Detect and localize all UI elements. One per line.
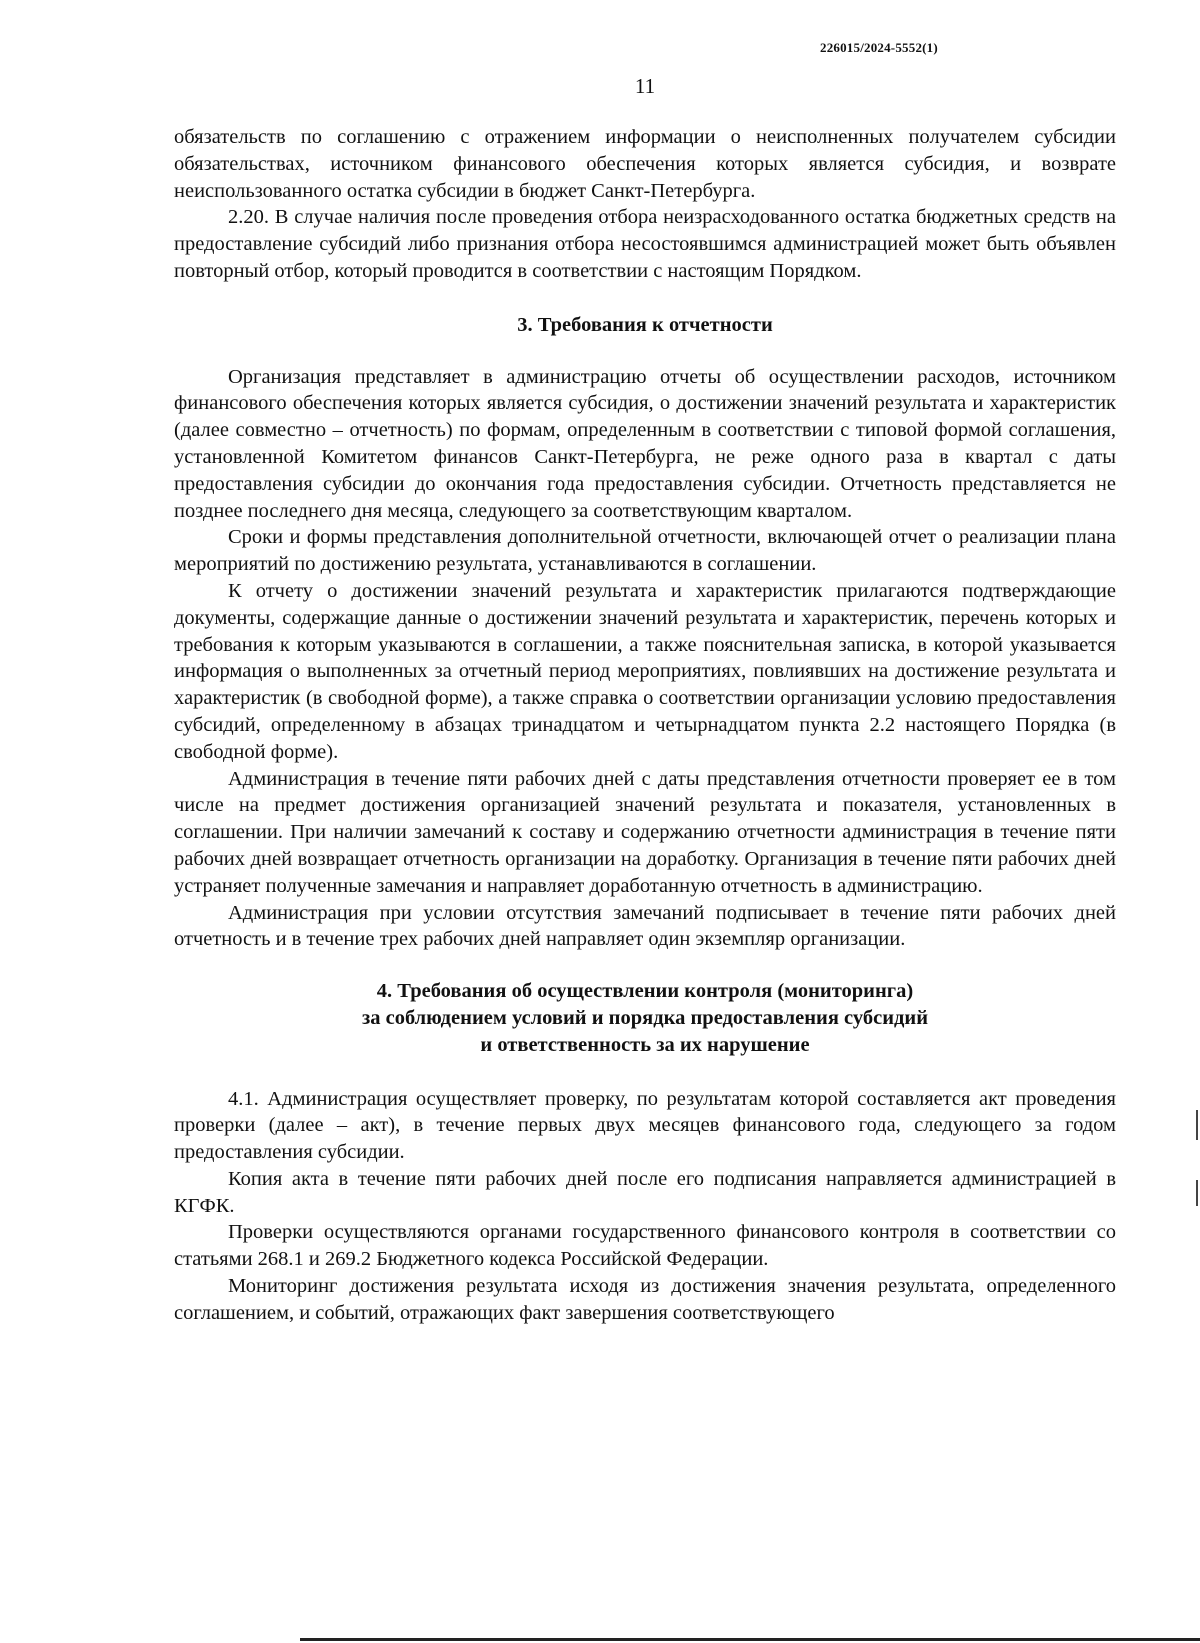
scan-edge-mark xyxy=(1196,1110,1198,1140)
section-3-paragraph-5: Администрация при условии отсутствия замечаний подписывает в течение пяти рабочих дней отчетность и в течение трех рабочих дней направляет один экземпляр организации. xyxy=(174,901,1116,951)
section-4-heading-line-3: и ответственность за их нарушение xyxy=(480,1033,810,1056)
section-4-heading-line-2: за соблюдением условий и порядка предоставления субсидий xyxy=(361,1006,929,1029)
paragraph-2-20: 2.20. В случае наличия после проведения отбора неизрасходованного остатка бюджетных средств на предоставление субсидий либо признания отбора несостоявшимся администрацией может быть объявлен повторный отбор, который проводится в соответствии с настоящим Порядком. xyxy=(174,206,1116,282)
page-number: 11 xyxy=(634,74,656,98)
section-3-paragraph-1: Организация представляет в администрацию отчеты об осуществлении расходов, источником финансового обеспечения которых является субсидия, о достижении значений результата и характеристик (далее совместно – отчетность) по формам, определенным в соответствии с типовой формой соглашения, установленной Комитетом финансов Санкт-Петербурга, не реже одного раза в квартал с даты предоставления субсидии до окончания года предоставления субсидии. Отчетность представляется не позднее последнего дня месяца, следующего за соответствующим кварталом. xyxy=(174,365,1116,522)
section-4-paragraph-2: Копия акта в течение пяти рабочих дней после его подписания направляется администрацией в КГФК. xyxy=(174,1167,1116,1217)
section-4-heading xyxy=(174,978,1116,1058)
section-4-heading-line-1: 4. Требования об осуществлении контроля (мониторинга) xyxy=(376,980,914,1003)
section-4-paragraph-1: 4.1. Администрация осуществляет проверку, по результатам которой составляется акт проведения проверки (далее – акт), в течение первых двух месяцев финансового года, следующего за годом предоставления субсидии. xyxy=(174,1087,1116,1164)
section-4-paragraph-3: Проверки осуществляются органами государственного финансового контроля в соответствии со статьями 268.1 и 269.2 Бюджетного кодекса Российской Федерации. xyxy=(174,1221,1116,1271)
section-3-paragraph-2: Сроки и формы представления дополнительной отчетности, включающей отчет о реализации плана мероприятий по достижению результата, устанавливаются в соглашении. xyxy=(174,526,1116,576)
section-3-heading: 3. Требования к отчетности xyxy=(517,313,773,336)
document-body xyxy=(174,124,1116,1327)
scan-bottom-edge xyxy=(300,1638,1200,1641)
section-4-paragraph-4: Мониторинг достижения результата исходя из достижения значения результата, определенного соглашением, и событий, отражающих факт завершения соответствующего xyxy=(174,1275,1116,1324)
paragraph-continuation: обязательств по соглашению с отражением информации о неисполненных получателем субсидии обязательствах, источником финансового обеспечения которых является субсидия, и возврате неиспользованного остатка субсидии в бюджет Санкт-Петербурга. xyxy=(174,126,1116,202)
section-3-paragraph-3: К отчету о достижении значений результата и характеристик прилагаются подтверждающие документы, содержащие данные о достижении значений результата и характеристик, перечень которых и требования к которым указываются в соглашении, а также пояснительная записка, в которой указывается информация о выполненных за отчетный период мероприятиях, повлиявших на достижение результата и характеристик (в свободной форме), а также справка о соответствии организации условию предоставления субсидий, определенному в абзацах тринадцатом и четырнадцатом пункта 2.2 настоящего Порядка (в свободной форме). xyxy=(174,579,1116,763)
document-id: 226015/2024-5552(1) xyxy=(820,40,938,55)
section-3-paragraph-4: Администрация в течение пяти рабочих дней с даты представления отчетности проверяет ее в том числе на предмет достижения организацией значений результата и показателя, установленных в соглашении. При наличии замечаний к составу и содержанию отчетности администрация в течение пяти рабочих дней возвращает отчетность организации на доработку. Организация в течение пяти рабочих дней устраняет полученные замечания и направляет доработанную отчетность в администрацию. xyxy=(174,767,1116,897)
scan-edge-mark xyxy=(1196,1180,1198,1206)
